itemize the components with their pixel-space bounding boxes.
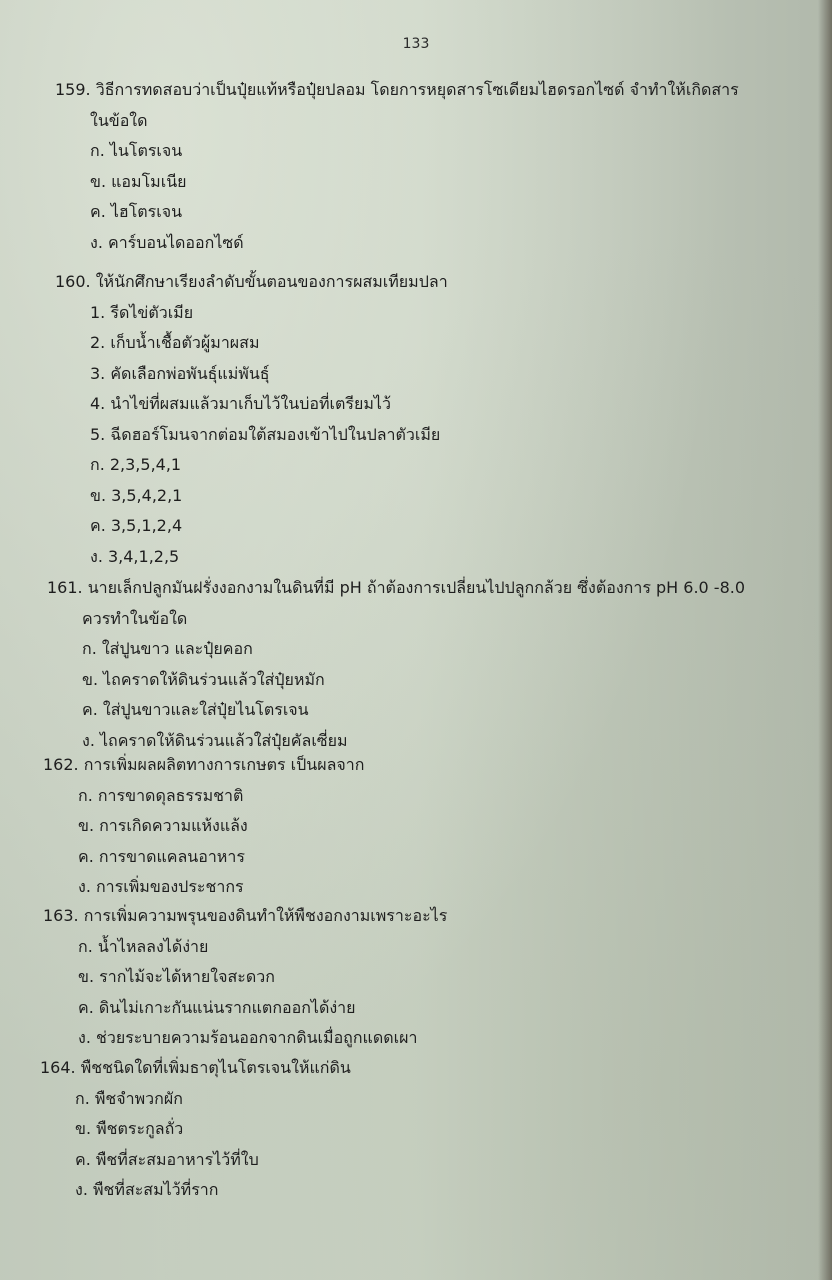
option-c: ค. ดินไม่เกาะกันแน่นรากแตกออกได้ง่าย — [78, 997, 356, 1017]
step-3: 3. คัดเลือกพ่อพันธุ์แม่พันธุ์ — [90, 363, 270, 383]
question-number: 161. — [47, 578, 83, 597]
option-a: ก. พืชจำพวกผัก — [75, 1088, 183, 1108]
option-c: ค. พืชที่สะสมอาหารไว้ที่ใบ — [75, 1149, 259, 1169]
question-number: 164. — [40, 1058, 76, 1077]
question-164 — [40, 1053, 351, 1206]
option-a: ก. ไนโตรเจน — [90, 141, 183, 160]
step-2: 2. เก็บน้ำเชื้อตัวผู้มาผสม — [90, 333, 260, 352]
option-b: ข. ไถคราดให้ดินร่วนแล้วใส่ปุ๋ยหมัก — [82, 669, 325, 689]
question-text-continued: ควรทำในข้อใด — [82, 608, 188, 628]
step-4: 4. นำไข่ที่ผสมแล้วมาเก็บไว้ในบ่อที่เตรียมไว้ — [90, 394, 391, 413]
question-text: การเพิ่มความพรุนของดินทำให้พืชงอกงามเพราะอะไร — [83, 906, 448, 925]
option-d: ง. การเพิ่มของประชากร — [78, 877, 244, 896]
page-edge-shadow — [818, 0, 832, 1280]
question-number: 160. — [55, 272, 91, 291]
option-c: ค. การขาดแคลนอาหาร — [78, 846, 245, 866]
page-number: 133 — [402, 36, 430, 52]
step-1: 1. รีดไข่ตัวเมีย — [90, 302, 194, 322]
question-163 — [43, 901, 447, 1054]
question-162 — [43, 750, 364, 903]
option-d: ง. คาร์บอนไดออกไซด์ — [90, 232, 244, 252]
option-d: ง. 3,4,1,2,5 — [90, 546, 180, 566]
option-a: ก. ใส่ปูนขาว และปุ๋ยคอก — [82, 639, 253, 658]
option-d: ง. ช่วยระบายความร้อนออกจากดินเมื่อถูกแดดเผา — [78, 1028, 418, 1047]
question-text: การเพิ่มผลผลิตทางการเกษตร เป็นผลจาก — [83, 755, 365, 774]
question-text: ให้นักศึกษาเรียงลำดับขั้นตอนของการผสมเทียมปลา — [95, 272, 448, 291]
step-5: 5. ฉีดฮอร์โมนจากต่อมใต้สมองเข้าไปในปลาตัวเมีย — [90, 424, 441, 444]
option-b: ข. การเกิดความแห้งแล้ง — [78, 816, 248, 835]
option-c: ค. 3,5,1,2,4 — [90, 516, 183, 535]
question-number: 163. — [43, 906, 79, 925]
question-text: พืชชนิดใดที่เพิ่มธาตุไนโตรเจนให้แก่ดิน — [80, 1058, 351, 1077]
question-text: วิธีการทดสอบว่าเป็นปุ๋ยแท้หรือปุ๋ยปลอม โดยการหยุดสารโซเดียมไฮดรอกไซด์ จำทำให้เกิดสาร — [95, 80, 739, 99]
option-b: ข. พืชตระกูลถั่ว — [75, 1119, 184, 1138]
option-a: ก. การขาดดุลธรรมชาติ — [78, 785, 244, 805]
option-d: ง. พืชที่สะสมไว้ที่ราก — [75, 1180, 219, 1199]
option-d: ง. ไถคราดให้ดินร่วนแล้วใส่ปุ๋ยคัลเซี่ยม — [82, 730, 348, 750]
option-c: ค. ใส่ปูนขาวและใส่ปุ๋ยไนโตรเจน — [82, 700, 309, 719]
option-a: ก. 2,3,5,4,1 — [90, 455, 182, 474]
question-161 — [47, 573, 745, 756]
option-b: ข. รากไม้จะได้หายใจสะดวก — [78, 967, 275, 986]
option-b: ข. 3,5,4,2,1 — [90, 485, 183, 505]
question-number: 159. — [55, 80, 91, 99]
question-160 — [55, 267, 448, 572]
question-159 — [55, 75, 739, 258]
question-text: นายเล็กปลูกมันฝรั่งงอกงามในดินที่มี pH ถ้าต้องการเปลี่ยนไปปลูกกล้วย ซึ่งต้องการ pH 6.0 -8.0 — [87, 578, 746, 597]
question-text-continued: ในข้อใด — [90, 110, 148, 130]
option-a: ก. น้ำไหลลงได้ง่าย — [78, 936, 209, 956]
option-c: ค. ไฮโตรเจน — [90, 202, 183, 221]
option-b: ข. แอมโมเนีย — [90, 171, 187, 191]
question-number: 162. — [43, 755, 79, 774]
